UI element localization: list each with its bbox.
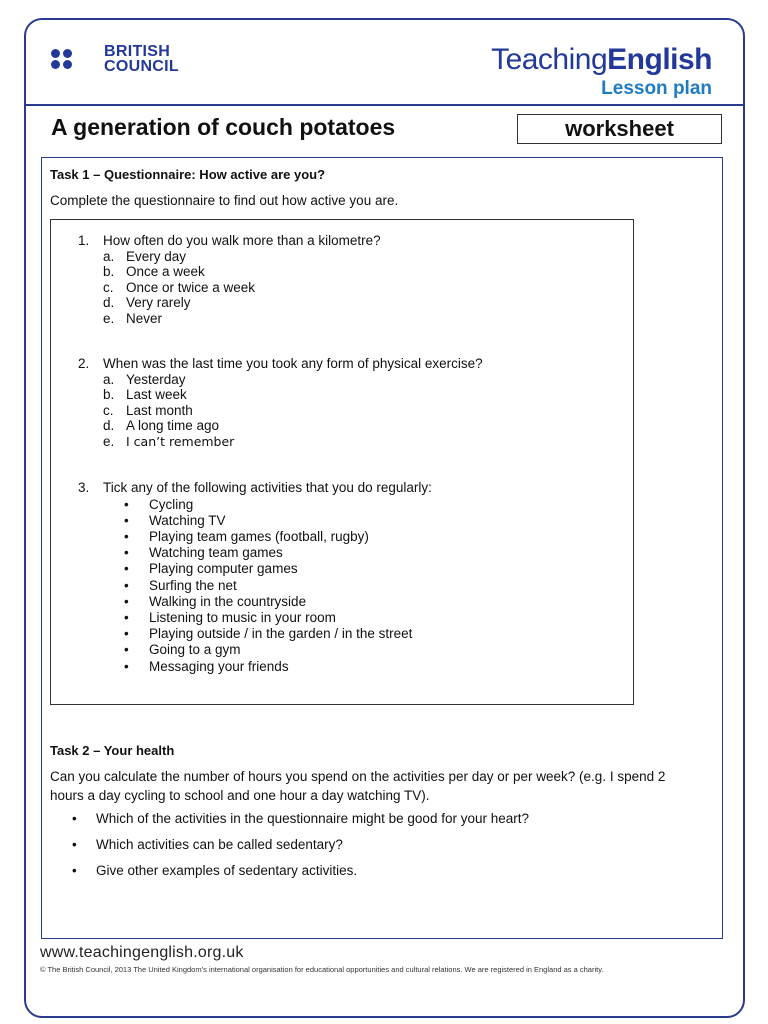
task2-questions	[72, 811, 529, 889]
list-item: • Surfing the net	[124, 577, 237, 593]
q2-option: b. Last week	[103, 387, 187, 402]
british-council-dots-icon	[51, 49, 96, 69]
question-1-text: How often do you walk more than a kilometre?	[103, 233, 381, 248]
list-item: • Going to a gym	[124, 642, 241, 658]
list-item: • Give other examples of sedentary activities.	[72, 863, 358, 878]
teaching-english-logo	[491, 44, 712, 100]
teaching-english-wordmark: TeachingEnglish	[491, 43, 712, 76]
q2-option: e. I can’t remember	[103, 433, 235, 449]
worksheet-label: worksheet	[517, 114, 722, 144]
task2-intro: Can you calculate the number of hours you spend on the activities per day or per week? (e.g. I spend 2 hours a day cycling to school and one hour a day watching TV).	[50, 769, 666, 803]
q2-option: d. A long time ago	[103, 418, 220, 433]
q1-option: c. Once or twice a week	[103, 279, 256, 295]
header-divider	[24, 104, 745, 106]
list-item: • Cycling	[124, 496, 194, 512]
list-item: • Playing computer games	[124, 561, 298, 577]
question-3: 3. Tick any of the following activities that you do regularly: • Cycling • Watching TV • Playing team games (football, rugby) • Watching team games • Playing computer games • Surfing the net • Walking in the countryside • Listening to music in your room • Playing outside / in the garden / in the street • Going to a gym • Messaging your friends	[78, 480, 432, 674]
footer-url[interactable]: www.teachingenglish.org.uk	[40, 944, 244, 961]
question-3-text: Tick any of the following activities that you do regularly:	[103, 480, 432, 495]
list-item: • Watching TV	[124, 512, 226, 528]
q2-option: c. Last month	[103, 402, 193, 418]
list-item: • Which activities can be called sedentary?	[72, 837, 343, 852]
list-item: • Playing team games (football, rugby)	[124, 528, 369, 544]
list-item: • Listening to music in your room	[124, 609, 336, 625]
british-council-logo	[51, 44, 179, 74]
q1-option: e. Never	[103, 310, 163, 326]
question-2-text: When was the last time you took any form of physical exercise?	[103, 356, 483, 371]
q1-option: b. Once a week	[103, 264, 205, 279]
footer-copyright: © The British Council, 2013 The United Kingdom’s international organisation for educational opportunities and cultural relations. We are registered in England as a charity.	[40, 965, 604, 974]
question-2: 2. When was the last time you took any form of physical exercise? a. Yesterday b. Last week c. Last month d. A long time ago e. I can’t remember	[78, 356, 483, 449]
list-item: • Messaging your friends	[124, 658, 289, 674]
list-item: • Walking in the countryside	[124, 593, 307, 609]
q1-option: d. Very rarely	[103, 295, 191, 310]
page-title: A generation of couch potatoes	[51, 114, 396, 140]
q2-option: a. Yesterday	[103, 371, 186, 387]
activity-list	[78, 497, 432, 675]
task1-heading: Task 1 – Questionnaire: How active are you?	[50, 167, 326, 182]
list-item: • Playing outside / in the garden / in the street	[124, 626, 413, 642]
list-item: • Which of the activities in the questionnaire might be good for your heart?	[72, 811, 529, 826]
q1-option: a. Every day	[103, 248, 187, 264]
lesson-plan-label: Lesson plan	[601, 78, 712, 99]
question-1: 1. How often do you walk more than a kilometre? a. Every day b. Once a week c. Once or twice a week d. Very rarely e. Never	[78, 233, 381, 326]
task2-heading: Task 2 – Your health	[50, 743, 175, 758]
british-council-wordmark: BRITISH COUNCIL	[104, 43, 179, 75]
task1-intro: Complete the questionnaire to find out how active you are.	[50, 193, 399, 208]
list-item: • Watching team games	[124, 545, 283, 561]
